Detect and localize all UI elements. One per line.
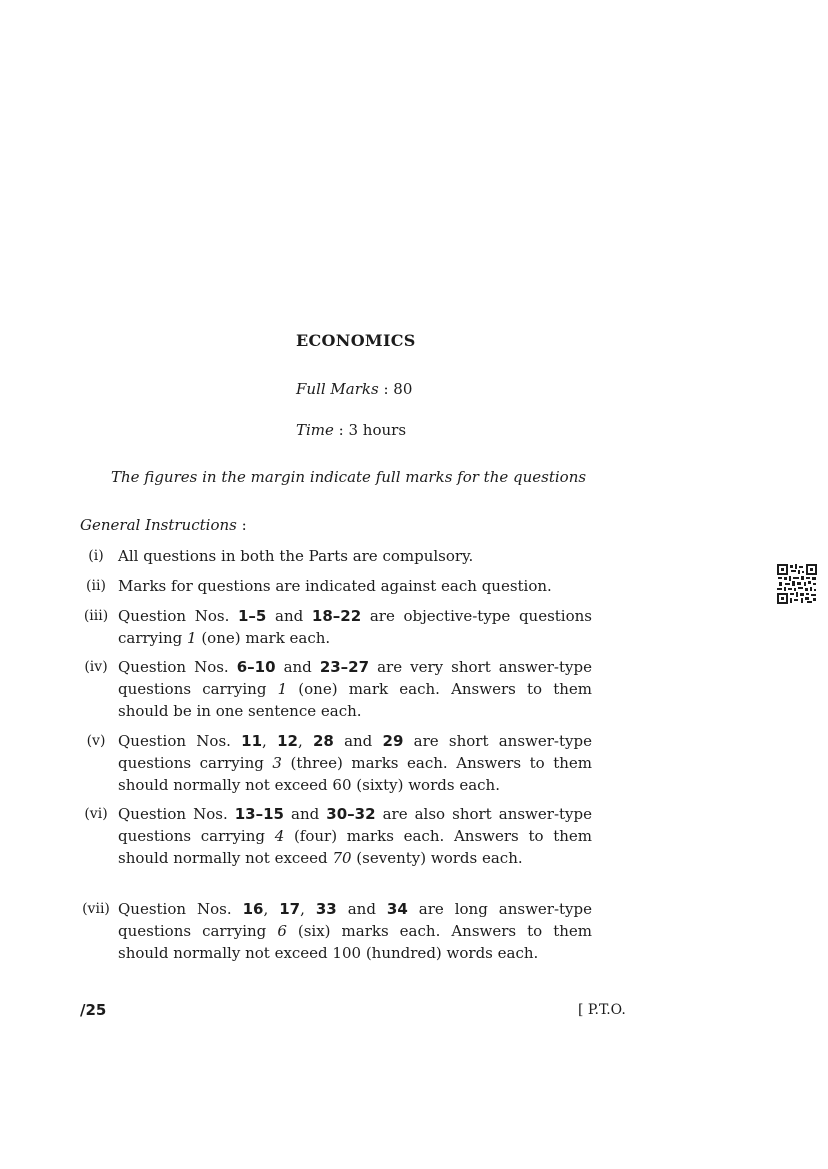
instruction-segment: 29	[382, 732, 404, 750]
instruction-segment: are very short answer-type questions carrying	[118, 658, 592, 698]
instruction-segment: ,	[263, 900, 280, 918]
margin-note: The figures in the margin indicate full marks for the questions	[111, 468, 587, 486]
instruction-segment: 30–32	[326, 805, 376, 823]
instruction-segment: 34	[386, 900, 408, 918]
instruction-segment: are long answer-type questions carrying	[118, 900, 593, 940]
instruction-segment: 11	[241, 732, 263, 750]
instruction-segment: 23–27	[319, 658, 370, 676]
instruction-segment: Marks for questions are indicated against each question.	[118, 577, 552, 595]
instruction-item	[80, 898, 592, 964]
instruction-item	[80, 730, 592, 796]
instruction-segment: and	[336, 900, 387, 918]
instruction-segment: ,	[297, 732, 313, 750]
instruction-item	[80, 545, 592, 567]
instruction-segment: are also short answer-type questions carrying	[118, 805, 592, 845]
instruction-segment: Question Nos.	[118, 805, 235, 823]
instruction-segment: are objective-type questions carrying	[118, 607, 592, 647]
instruction-number: (ii)	[86, 578, 106, 594]
instruction-segment: 4	[274, 827, 285, 845]
instruction-number: (v)	[86, 733, 106, 749]
instruction-segment: and	[266, 607, 312, 625]
instruction-number: (i)	[88, 548, 104, 564]
instruction-text	[118, 898, 592, 964]
instruction-segment: (seventy) words each.	[351, 849, 523, 867]
instruction-text	[118, 803, 592, 869]
page-title: ECONOMICS	[296, 331, 416, 350]
instruction-item	[80, 656, 592, 722]
instruction-segment: Question Nos.	[118, 732, 242, 750]
instruction-segment: Question Nos.	[118, 658, 237, 676]
instruction-segment: are short answer-type questions carrying	[118, 732, 592, 772]
instruction-segment: 6	[277, 922, 287, 940]
instruction-segment: Question Nos.	[118, 900, 243, 918]
instruction-text	[118, 656, 592, 722]
instruction-text	[118, 605, 592, 649]
instruction-segment: ,	[262, 732, 278, 750]
instruction-segment: (three) marks each. Answers to them should normally not exceed 60 (sixty) words each.	[118, 754, 592, 794]
instruction-segment: 6–10	[236, 658, 276, 676]
instruction-item	[80, 575, 592, 597]
instruction-segment: 12	[277, 732, 298, 750]
pto-marker: [ P.T.O.	[578, 1002, 626, 1018]
instruction-segment: (one) mark each. Answers to them should be in one sentence each.	[118, 680, 592, 720]
instruction-text	[118, 730, 592, 796]
instruction-segment: 1	[277, 680, 288, 698]
instruction-segment: 70	[332, 849, 352, 867]
instruction-segment: and	[284, 805, 327, 823]
instruction-segment: 1	[187, 629, 197, 647]
instruction-segment: 28	[312, 732, 334, 750]
instruction-segment: and	[333, 732, 383, 750]
instruction-number: (vi)	[84, 806, 108, 822]
instruction-segment: 33	[315, 900, 337, 918]
instruction-text	[118, 545, 592, 567]
time-allowed: Time : 3 hours	[296, 421, 407, 439]
instruction-segment: 13–15	[234, 805, 284, 823]
paper-code: /25	[80, 1001, 107, 1019]
full-marks: Full Marks : 80	[296, 380, 413, 398]
instruction-segment: ,	[300, 900, 316, 918]
instruction-segment: All questions in both the Parts are compulsory.	[118, 547, 474, 565]
instruction-number: (vii)	[82, 901, 110, 917]
instruction-segment: 17	[279, 900, 301, 918]
instruction-number: (iv)	[84, 659, 108, 675]
instruction-segment: and	[275, 658, 320, 676]
instruction-text	[118, 575, 592, 597]
instruction-segment: 3	[272, 754, 282, 772]
instruction-segment: 18–22	[311, 607, 362, 625]
instruction-segment: (four) marks each. Answers to them should normally not exceed	[118, 827, 592, 867]
instruction-number: (iii)	[83, 608, 109, 624]
instruction-segment: Question Nos.	[118, 607, 238, 625]
instruction-segment: 16	[242, 900, 264, 918]
general-instructions-heading: General Instructions :	[80, 516, 247, 534]
instruction-item	[80, 803, 592, 869]
instruction-item	[80, 605, 592, 649]
qr-code-icon	[777, 564, 817, 604]
instruction-segment: (six) marks each. Answers to them should normally not exceed 100 (hundred) words each.	[118, 922, 592, 962]
instruction-segment: (one) mark each.	[196, 629, 331, 647]
instruction-segment: 1–5	[238, 607, 267, 625]
